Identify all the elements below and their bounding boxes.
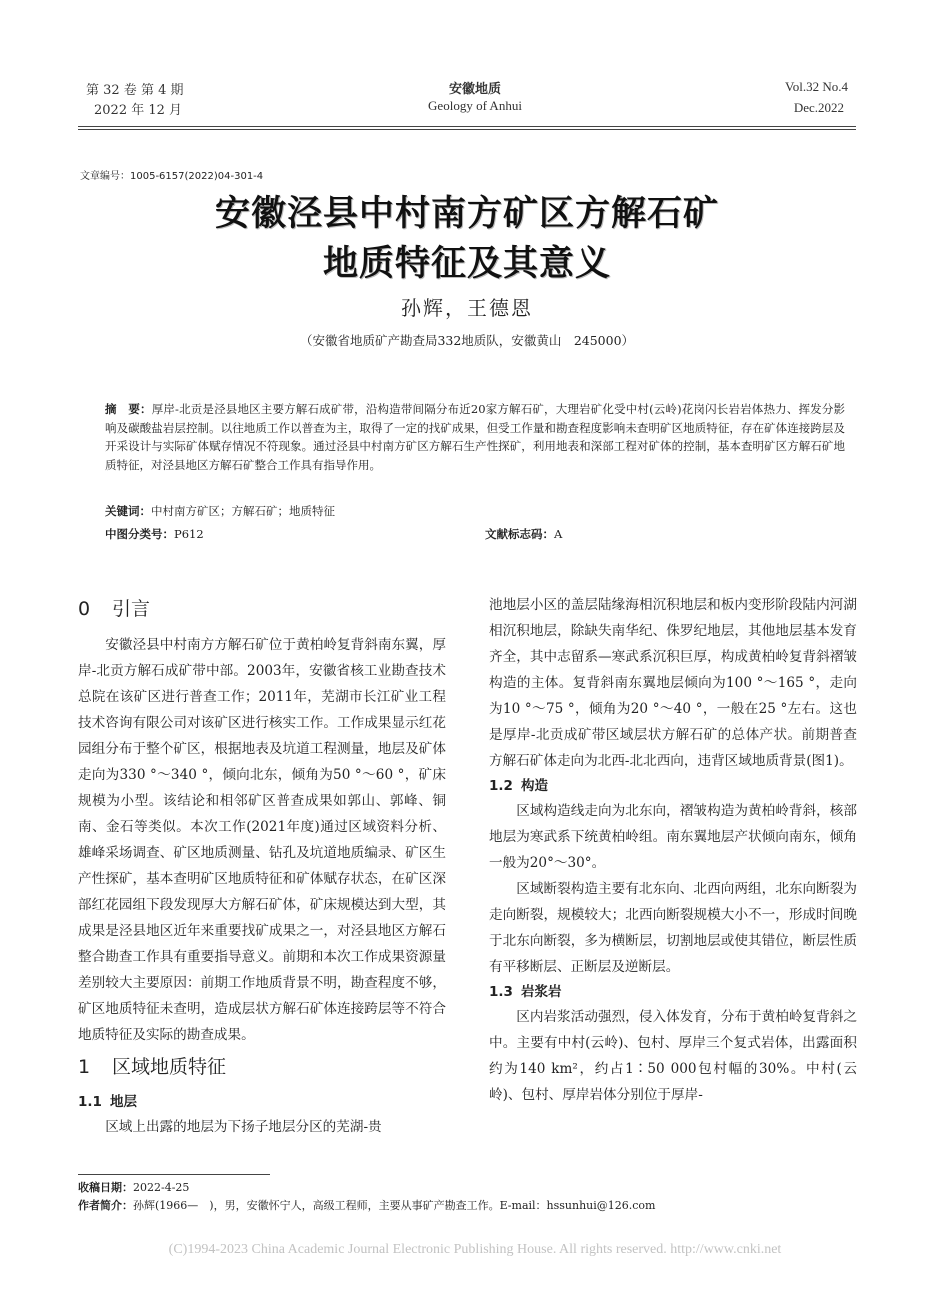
subsection-title: 构造 bbox=[521, 778, 548, 794]
received-label: 收稿日期： bbox=[78, 1181, 133, 1194]
subsection-number: 1.1 bbox=[78, 1094, 102, 1110]
section-heading-intro bbox=[78, 594, 446, 628]
keywords-text: 中村南方矿区；方解石矿；地质特征 bbox=[151, 504, 335, 518]
affiliation: （安徽省地质矿产勘查局332地质队，安徽黄山 245000） bbox=[299, 333, 635, 348]
document-code bbox=[485, 526, 562, 542]
title-line-2: 地质特征及其意义 bbox=[322, 244, 611, 284]
document-code-value: A bbox=[554, 527, 563, 541]
section-title: 区域地质特征 bbox=[112, 1056, 227, 1078]
subsection-number: 1.3 bbox=[489, 984, 513, 1000]
subsection-number: 1.2 bbox=[489, 778, 513, 794]
magmatic-paragraph: 区内岩浆活动强烈，侵入体发育，分布于黄柏岭复背斜之中。主要有中村(云岭)、包村、厚岸三个复式岩体，出露面积约为140 km²，约占1∶50 000包村幅的30%。中村(云岭)、包村、厚岸岩体分别位于厚岸- bbox=[489, 1009, 857, 1103]
header-issue: 第 32 卷 第 4 期 bbox=[86, 83, 184, 98]
section-title: 引言 bbox=[112, 598, 151, 620]
author-bio bbox=[78, 1197, 656, 1213]
classification-label: 中图分类号： bbox=[105, 527, 174, 541]
subsection-title: 岩浆岩 bbox=[521, 984, 562, 1000]
intro-paragraph: 安徽泾县中村南方方解石矿位于黄柏岭复背斜南东翼，厚岸-北贡方解石成矿带中部。2003年，安徽省核工业勘查技术总院在该矿区进行普查工作；2011年，芜湖市长江矿业工程技术咨询有限公司对该矿区进行核实工作。工作成果显示红花园组分布于整个矿区，根据地表及坑道工程测量，地层及矿体走向为330 °～340 °，倾向北东，倾角为50 °～60 °，矿床规模为小型。该结论和相邻矿区普查成果如郭山、郭峰、铜南、金石等类似。本次工作(2021年度)通过区域资料分析、雄峰采场调查、矿区地质测量、钻孔及坑道地质编录、矿区生产性探矿，基本查明矿区地质特征和矿体赋存状态，在矿区深部红花园组下段发现厚大方解石矿体，矿床规模达到大型，其成果是泾县地区近年来重要找矿成果之一，对泾县地区方解石整合勘查工作具有重要指导意义。前期和本次工作成果资源量差别较大主要原因：前期工作地质背景不明，勘查程度不够，矿区地质特征未查明，造成层状方解石矿体连接跨层等不符合地质特征及实际的勘查成果。 bbox=[78, 637, 446, 1043]
keywords bbox=[105, 503, 335, 519]
structure-paragraph-1: 区域构造线走向为北东向，褶皱构造为黄柏岭背斜，核部地层为寒武系下统黄柏岭组。南东翼地层产状倾向南东，倾角一般为20°～30°。 bbox=[489, 803, 857, 871]
abstract-text: 厚岸-北贡是泾县地区主要方解石成矿带，沿构造带间隔分布近20家方解石矿，大理岩矿化受中村(云岭)花岗闪长岩岩体热力、挥发分影响及碳酸盐岩层控制。以往地质工作以普查为主，取得了一定的找矿成果，但受工作量和勘查程度影响未查明矿区地质特征，存在矿体连接跨层及开采设计与实际矿体赋存情况不符现象。通过泾县中村南方矿区方解石生产性探矿，利用地表和深部工程对矿体的控制，基本查明矿区方解石矿地质特征，对泾县地区方解石矿整合工作具有指导作用。 bbox=[105, 402, 845, 472]
header-month: Dec.2022 bbox=[793, 100, 844, 115]
section-heading-regional-geology bbox=[78, 1052, 446, 1086]
journal-name-en: Geology of Anhui bbox=[428, 98, 522, 113]
received-date bbox=[78, 1179, 189, 1195]
footnote-rule bbox=[78, 1174, 270, 1175]
authors: 孙辉，王德恩 bbox=[401, 296, 533, 320]
journal-name-cn: 安徽地质 bbox=[448, 82, 501, 97]
right-column bbox=[489, 592, 857, 1108]
article-number: 文章编号：1005-6157(2022)04-301-4 bbox=[80, 171, 264, 182]
subsection-heading-strata bbox=[78, 1090, 446, 1114]
subsection-heading-magmatic-rocks bbox=[489, 980, 857, 1004]
left-column bbox=[78, 592, 446, 1140]
author-bio-label: 作者简介： bbox=[78, 1199, 133, 1212]
strata-paragraph-start: 区域上出露的地层为下扬子地层分区的芜湖-贵 bbox=[105, 1119, 382, 1135]
section-number: 1 bbox=[78, 1056, 91, 1078]
keywords-label: 关键词： bbox=[105, 504, 151, 518]
subsection-heading-structure bbox=[489, 774, 857, 798]
header-rule-bottom bbox=[78, 129, 856, 130]
section-number: 0 bbox=[78, 598, 91, 620]
header-volume: Vol.32 No.4 bbox=[785, 79, 848, 94]
title-line-1: 安徽泾县中村南方矿区方解石矿 bbox=[214, 194, 719, 234]
strata-paragraph-continued: 池地层小区的盖层陆缘海相沉积地层和板内变形阶段陆内河湖相沉积地层，除缺失南华纪、侏罗纪地层，其他地层基本发育齐全，其中志留系—寒武系沉积巨厚，构成黄柏岭复背斜褶皱构造的主体。复背斜南东翼地层倾向为100 °～165 °，走向为10 °～75 °，倾角为20 °～40 °，一般在25 °左右。这也是厚岸-北贡成矿带区域层状方解石矿的总体产状。前期普查方解石矿体走向为北西-北北西向，违背区域地质背景(图1)。 bbox=[489, 597, 857, 769]
header-date: 2022 年 12 月 bbox=[94, 103, 183, 118]
header-rule-top bbox=[78, 126, 856, 127]
document-code-label: 文献标志码： bbox=[485, 527, 554, 541]
received-value: 2022-4-25 bbox=[133, 1181, 190, 1194]
abstract bbox=[105, 400, 845, 474]
classification-code: P612 bbox=[174, 527, 204, 541]
subsection-title: 地层 bbox=[110, 1094, 137, 1110]
structure-paragraph-2: 区域断裂构造主要有北东向、北西向两组，北东向断裂为走向断裂，规模较大；北西向断裂规模大小不一，形成时间晚于北东向断裂，多为横断层，切割地层或使其错位，断层性质有平移断层、正断层及逆断层。 bbox=[489, 881, 857, 975]
classification bbox=[105, 526, 204, 542]
abstract-label: 摘 要： bbox=[105, 402, 152, 416]
copyright-watermark: (C)1994-2023 China Academic Journal Electronic Publishing House. All rights reserved. http://www.cnki.net bbox=[168, 1242, 782, 1257]
author-bio-text: 孙辉(1966— )，男，安徽怀宁人，高级工程师，主要从事矿产勘查工作。E-mail：hssunhui@126.com bbox=[133, 1199, 656, 1212]
